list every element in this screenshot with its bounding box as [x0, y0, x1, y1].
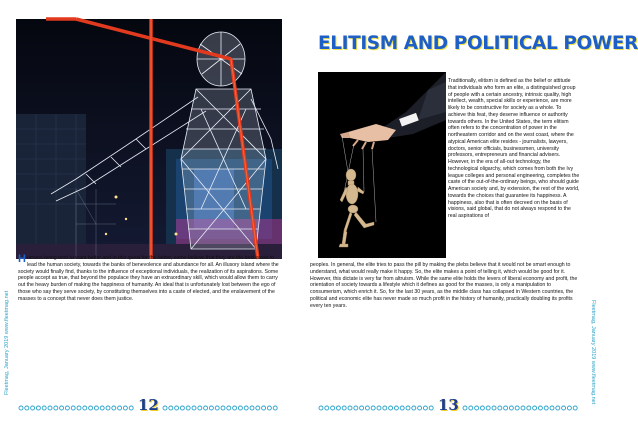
side-credit-left: Fleetmag, January 2019 www.fleetmag.net	[4, 290, 10, 395]
left-footer-dots-right	[162, 405, 282, 411]
side-credit-right: Fleetmag, January 2019 www.fleetmag.net	[590, 300, 596, 405]
drop-cap: H	[18, 253, 26, 265]
right-footer-dots-right	[462, 405, 582, 411]
right-page-column-bottom: peoples. In general, the elite tries to pass the pill by making the plebs believe that it would not be smart enough to understand, what would really make it happy. So, the elite makes a point of telling it, which would be good for it. However, this dictate is very far from altruism. While the same elite holds the levers of liberal economy and profit, the orientation of society towards a lifestyle which it defines as good for the masses, is only a manipulation to consumerism, which enrich it. So, for the last 30 years, as the middle class has collapsed in Western countries, the political and economic elite has never made so much profit in the history of humanity, practically doubling its profits every ten years.	[310, 262, 578, 309]
article-title: ELITISM AND POLITICAL POWER	[318, 33, 638, 54]
puppet-master-photo	[318, 72, 446, 258]
right-page-column-top: Traditionally, elitism is defined as the belief or attitude that individuals who form an elite, a distinguished group of people with a certain ancestry, intrinsic quality, high intellect, wealth, special skills or experience, are more likely to be constructive for society as a whole. To achieve this feat, they deserve influence or authority towards others. In the United States, the term elitism often refers to the concentration of power in the northeastern corridor and on the west coast, where the atypical American elite resides - journalists, lawyers, doctors, senior officials, businessmen, university professors, entrepreneurs and financial advisers. However, in the era of all-out technology, the technological oligarchy, which comes from both the Ivy league colleges and personal engineering, completes the caste of the out-of-the-ordinary beings, who should guide American society and, by extension, the rest of the world, towards the choices that guarantee its happiness. A happiness, also that is often decreed on the basis of visions, said global, that do not always respond to the real aspirations of	[448, 78, 580, 219]
left-page-body	[18, 255, 280, 302]
left-page-paragraph: umans being tend to want better and in this quest for the better, some believe that they are the best asset to lead the human society, towards the banks of benevolence and abundance for all. An illusory island where the society would finally find, thanks to the influence of exceptional individuals, the realization of its aspirations. Some people accept as true, that beyond the populace they have an extraordinary skill, which would allow them to carry out the heavy burden of making the happiness of humanity. An ideal that is unfortunately lost between the ego of those who say they serve society, by constituting themselves into a caste of elected, and the enslavement of the masses to a concept that never does them justice.	[18, 255, 279, 302]
page-number-left: 12	[138, 396, 159, 414]
left-footer-dots	[18, 405, 136, 411]
light-sculpture-photo	[16, 19, 282, 259]
page-number-right: 13	[438, 396, 459, 414]
right-footer-dots	[318, 405, 436, 411]
